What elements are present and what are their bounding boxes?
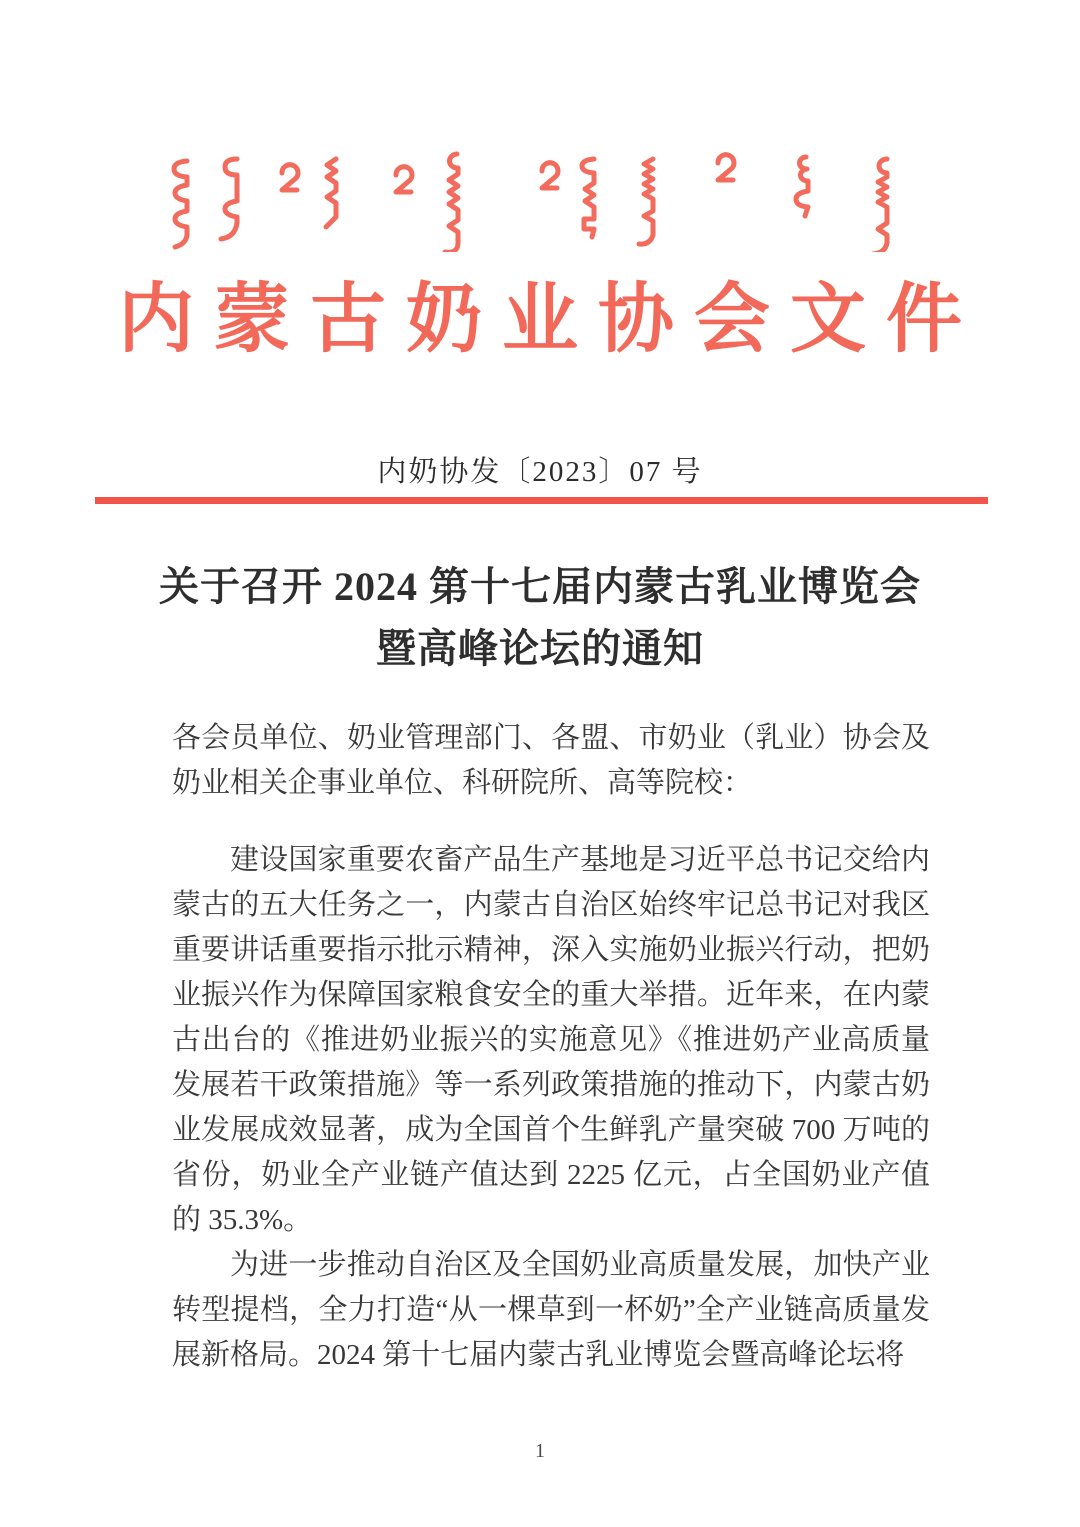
document-title-line2: 暨高峰论坛的通知 (376, 626, 704, 671)
doc-number: 内奶协发〔2023〕07 号 (377, 456, 703, 488)
paragraph-2: 为进一步推动自治区及全国奶业高质量发展，加快产业转型提档，全力打造“从一棵草到一杯奶”全产业链高质量发展新格局。2024 第十七届内蒙古乳业博览会暨高峰论坛将 (172, 1249, 930, 1371)
org-title: 内蒙古奶业协会文件 (118, 278, 982, 362)
document-title-line1: 关于召开 2024 第十七届内蒙古乳业博览会 (159, 564, 921, 609)
mongolian-script-header (165, 150, 915, 252)
document-title (90, 556, 990, 680)
document-body (172, 716, 930, 1378)
page-number: 1 (535, 1440, 545, 1462)
salutation: 各会员单位、奶业管理部门、各盟、市奶业（乳业）协会及奶业相关企事业单位、科研院所、高等院校： (172, 722, 930, 799)
paragraph-1: 建设国家重要农畜产品生产基地是习近平总书记交给内蒙古的五大任务之一，内蒙古自治区始终牢记总书记对我区重要讲话重要指示批示精神，深入实施奶业振兴行动，把奶业振兴作为保障国家粮食安全的重大举措。近年来，在内蒙古出台的《推进奶业振兴的实施意见》《推进奶产业高质量发展若干政策措施》等一系列政策措施的推动下，内蒙古奶业发展成效显著，成为全国首个生鲜乳产量突破 700 万吨的省份，奶业全产业链产值达到 2225 亿元，占全国奶业产值的 35.3%。 (172, 844, 930, 1236)
mongolian-script-glyphs (165, 150, 915, 252)
red-divider-line (95, 497, 988, 504)
